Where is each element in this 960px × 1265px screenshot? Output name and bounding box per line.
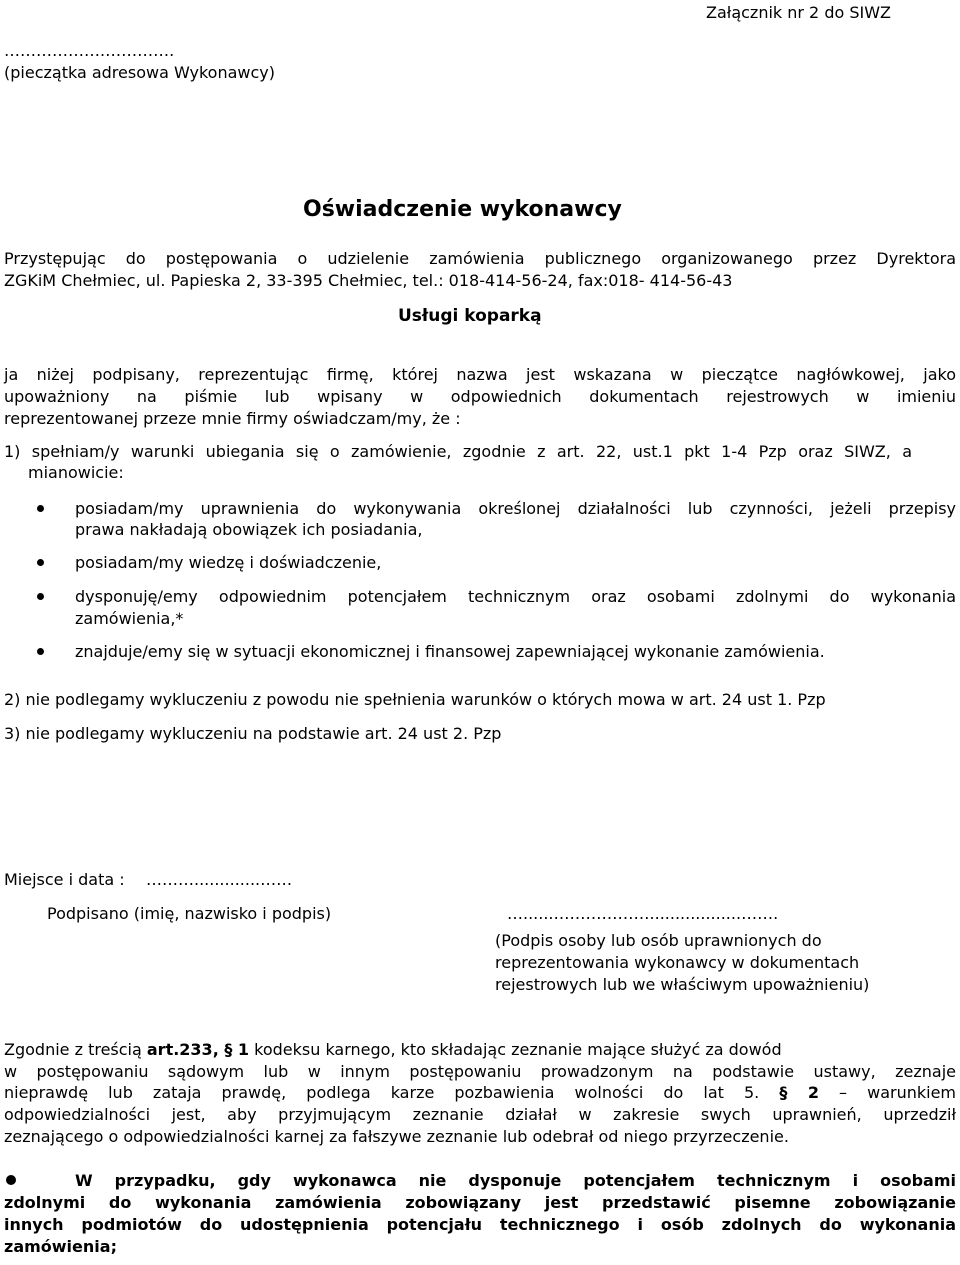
legal-line-1 [4,1039,782,1060]
declaration-line-2: upoważniony na piśmie lub wpisany w odpowiednich dokumentach rejestrowych w imieniu [4,387,956,406]
attachment-label: Załącznik nr 2 do SIWZ [706,3,892,22]
page-title: Oświadczenie wykonawcy [303,197,622,222]
bullet-1-line-1: posiadam/my uprawnienia do wykonywania określonej działalności lub czynności, jeżeli przepisy [75,499,956,518]
legal-line-1-c: kodeksu karnego, kto składając zeznanie mające służyć za dowód [249,1040,782,1059]
legal-paragraph-ref: § 2 [779,1083,819,1102]
declaration-line-1: ja niżej podpisany, reprezentując firmę, której nazwa jest wskazana w pieczątce nagłówkowej, jako [4,365,956,384]
legal-line-5: zeznającego o odpowiedzialności karnej za fałszywe zeznanie lub odebrał od niego przyrzeczenie. [4,1127,789,1146]
place-date-label: Miejsce i data : [4,870,125,889]
intro-line-1: Przystępując do postępowania o udzielenie zamówienia publicznego organizowanego przez Dyrektora [4,249,956,268]
legal-article-ref: art.233, § 1 [146,1040,250,1059]
point-2: 2) nie podlegamy wykluczeniu z powodu nie spełnienia warunków o których mowa w art. 24 ust 1. Pzp [4,690,826,709]
bullet-icon [37,648,44,655]
place-date-dots: ……….............…… [146,870,293,889]
legal-line-3-c: – warunkiem [819,1083,957,1102]
stamp-dots: ……………….…………. [4,41,175,60]
signature-dots: …......………………..................……. [507,904,779,923]
signature-label: Podpisano (imię, nazwisko i podpis) [47,904,332,923]
legal-line-1-a: Zgodnie z treścią [4,1040,147,1059]
bullet-icon [37,593,44,600]
bullet-icon [37,559,44,566]
bullet-3-line-2: zamówienia,* [75,609,184,628]
bullet-4-line-1: znajduje/emy się w sytuacji ekonomicznej i finansowej zapewniającej wykonanie zamówienia. [75,642,825,661]
bullet-icon [37,505,44,512]
note-line-2: zdolnymi do wykonania zamówienia zobowiązany jest przedstawić pisemne zobowiązanie [4,1193,956,1212]
point-3: 3) nie podlegamy wykluczeniu na podstawie art. 24 ust 2. Pzp [4,724,502,743]
legal-line-4: odpowiedzialności jest, aby przyjmującym zeznanie działał w zakresie swych uprawnień, uprzedził [4,1105,956,1124]
intro-line-2: ZGKiM Chełmiec, ul. Papieska 2, 33-395 Chełmiec, tel.: 018-414-56-24, fax:018- 414-56-43 [4,271,733,290]
legal-line-3-a: nieprawdę lub zataja prawdę, podlega karze pozbawienia wolności do lat 5. [4,1083,780,1102]
note-bullet-icon [6,1175,16,1185]
signature-note-line-1: (Podpis osoby lub osób uprawnionych do [495,931,822,950]
bullet-1-line-2: prawa nakładają obowiązek ich posiadania, [75,520,423,539]
stamp-label: (pieczątka adresowa Wykonawcy) [4,63,275,82]
note-line-4: zamówienia; [4,1237,117,1256]
bullet-2-line-1: posiadam/my wiedzę i doświadczenie, [75,553,382,572]
point-1-line-2: mianowicie: [28,463,124,482]
signature-note-line-3: rejestrowych lub we właściwym upoważnieniu) [495,975,870,994]
bullet-3-line-1: dysponuję/emy odpowiednim potencjałem technicznym oraz osobami zdolnymi do wykonania [75,587,956,606]
subject-title: Usługi koparką [398,306,542,326]
legal-line-2: w postępowaniu sądowym lub w innym postępowaniu prowadzonym na podstawie ustawy, zeznaje [4,1062,956,1081]
point-1-line-1: 1) spełniam/y warunki ubiegania się o zamówienie, zgodnie z art. 22, ust.1 pkt 1-4 Pzp oraz SIWZ, a [4,442,912,461]
note-line-3: innych podmiotów do udostępnienia potencjału technicznego i osób zdolnych do wykonania [4,1215,956,1234]
note-line-1: W przypadku, gdy wykonawca nie dysponuje potencjałem technicznym i osobami [75,1171,956,1190]
legal-line-3 [4,1082,956,1103]
declaration-line-3: reprezentowanej przeze mnie firmy oświadczam/my, że : [4,409,461,428]
signature-note-line-2: reprezentowania wykonawcy w dokumentach [495,953,860,972]
